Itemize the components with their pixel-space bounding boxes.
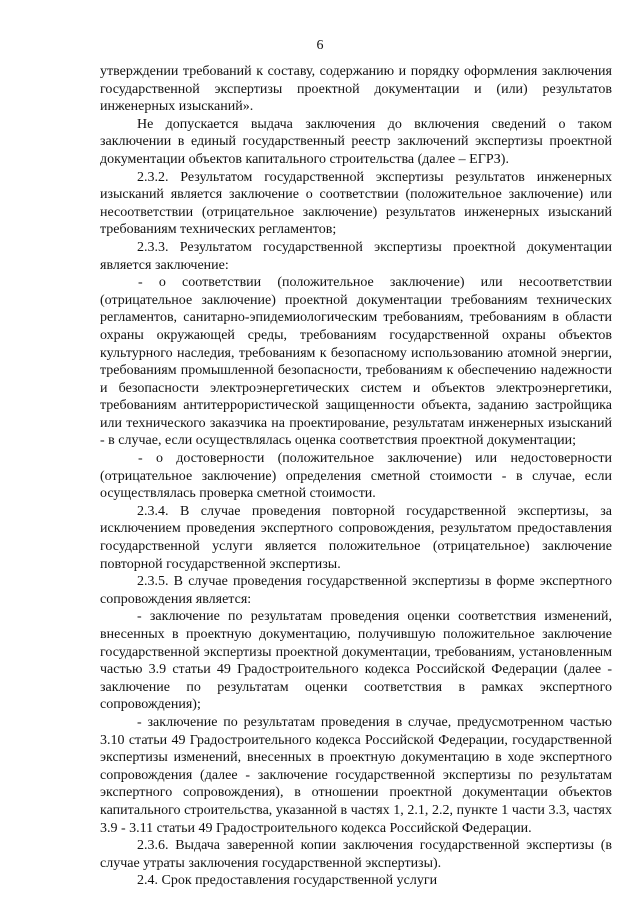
paragraph-continuation: утверждении требований к составу, содержанию и порядку оформления заключения государственной экспертизы проектной документации и (или) результатов инженерных изысканий». — [100, 64, 612, 115]
paragraph-2-3-2: 2.3.2. Результатом государственной экспертизы результатов инженерных изысканий является заключение о соответствии (положительное заключение) или несоответствии (отрицательное заключение) результатов инженерных изысканий требованиям технических регламентов; — [100, 169, 612, 238]
paragraph-2-3-3: 2.3.3. Результатом государственной экспертизы проектной документации является заключение: — [100, 239, 612, 273]
list-item-compliance: - о соответствии (положительное заключение) или несоответствии (отрицательное заключение) проектной документации требованиям технических регламентов, санитарно-эпидемиологическим требованиям, требованиям в области охраны окружающей среды, требованиям государственной охраны объектов культурного наследия, требованиям к безопасному использованию атомной энергии, требованиям промышленной безопасности, требованиям к обеспечению надежности и безопасности электроэнергетических систем и объектов электроэнергетики, требованиям антитеррористической защищенности объекта, заданию застройщика или технического заказчика на проектирование, результатам инженерных изысканий - в случае, если осуществлялась оценка соответствия проектной документации; — [100, 275, 612, 449]
page-number: 6 — [316, 38, 324, 53]
paragraph-egrz-note: Не допускается выдача заключения до включения сведений о таком заключении в единый государственный реестр заключений экспертизы проектной документации объектов капитального строительства (далее – ЕГРЗ). — [100, 116, 612, 167]
paragraph-2-3-4: 2.3.4. В случае проведения повторной государственной экспертизы, за исключением проведения экспертного сопровождения, результатом предоставления государственной услуги является положительное (отрицательное) заключение повторной государственной экспертизы. — [100, 503, 612, 572]
list-item-reliability: - о достоверности (положительное заключение) или недостоверности (отрицательное заключение) определения сметной стоимости - в случае, если осуществлялась проверка сметной стоимости. — [100, 451, 612, 502]
section-heading-2-4: 2.4. Срок предоставления государственной услуги — [137, 873, 438, 889]
list-item-expertise-conclusion: - заключение по результатам проведения в случае, предусмотренном частью 3.10 статьи 49 Градостроительного кодекса Российской Федерации, государственной экспертизы изменений, внесенных в проектную документацию в ходе экспертного сопровождения (далее - заключение государственной экспертизы по результатам экспертного сопровождения), в отношении проектной документации объектов капитального строительства, указанной в частях 1, 2.1, 2.2, пункте 1 части 3.3, частях 3.9 - 3.11 статьи 49 Градостроительного кодекса Российской Федерации. — [100, 714, 612, 836]
list-item-assessment-conclusion: - заключение по результатам проведения оценки соответствия изменений, внесенных в проектную документацию, получившую положительное заключение государственной экспертизы проектной документации, требованиям, установленным частью 3.9 статьи 49 Градостроительного кодекса Российской Федерации (далее - заключение по результатам оценки соответствия в рамках экспертного сопровождения); — [100, 609, 612, 713]
paragraph-2-3-6: 2.3.6. Выдача заверенной копии заключения государственной экспертизы (в случае утраты заключения государственной экспертизы). — [100, 838, 612, 871]
paragraph-2-3-5: 2.3.5. В случае проведения государственной экспертизы в форме экспертного сопровождения является: — [100, 574, 612, 607]
document-body — [100, 63, 612, 890]
